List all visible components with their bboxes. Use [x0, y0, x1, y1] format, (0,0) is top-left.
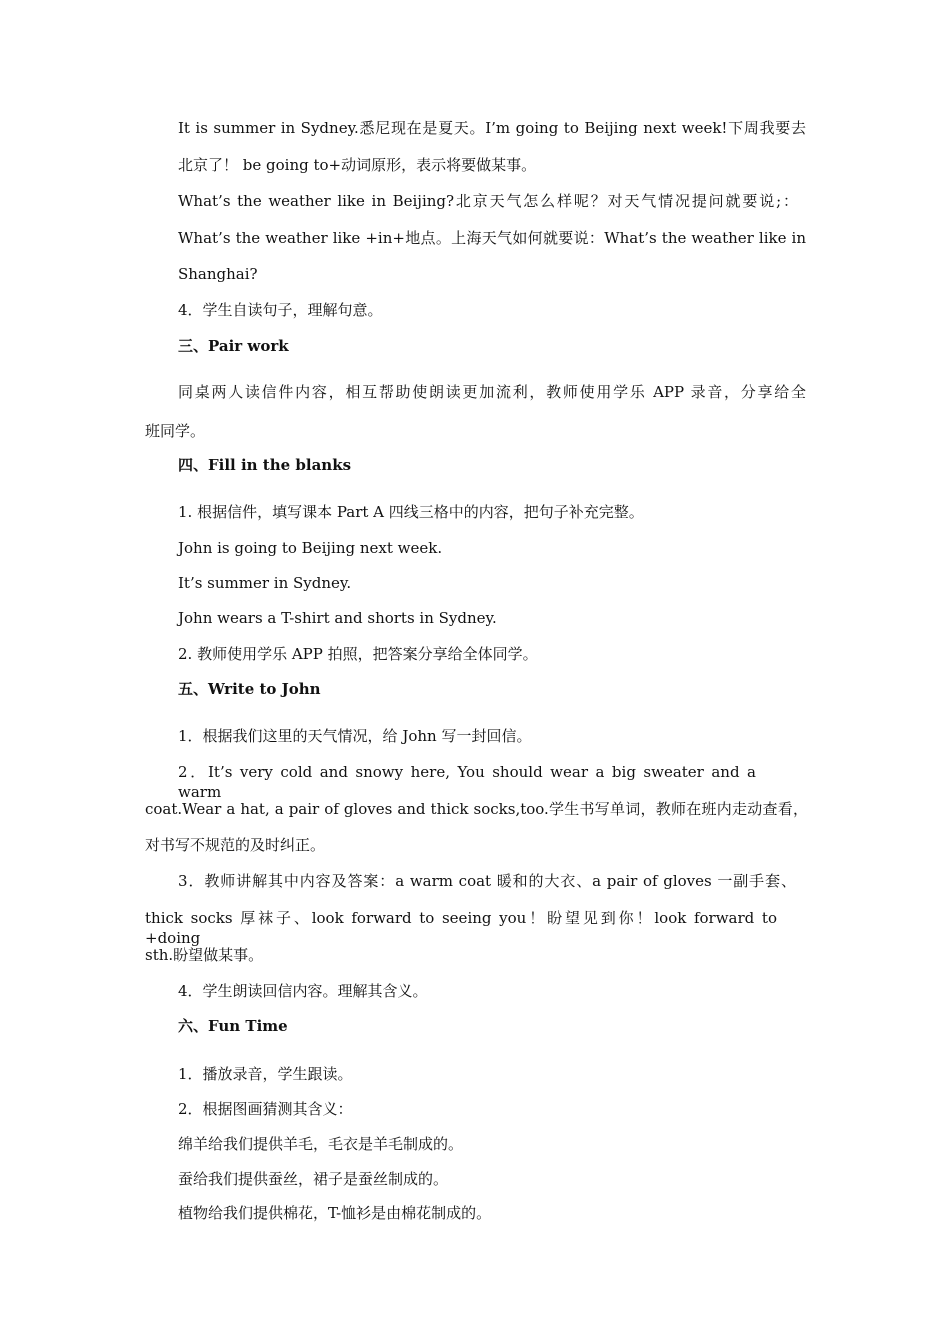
paragraph-line: 蚕给我们提供蚕丝，裙子是蚕丝制成的。	[178, 1170, 449, 1188]
list-item: 4．学生朗读回信内容。理解其含义。	[178, 982, 428, 1000]
paragraph-line: 绵羊给我们提供羊毛，毛衣是羊毛制成的。	[178, 1135, 464, 1153]
section-heading: 五、Write to John	[178, 680, 321, 698]
paragraph-line: What’s the weather like in Beijing?北京天气怎么样呢？对天气情况提问就要说;：	[178, 192, 798, 210]
paragraph-line: It’s summer in Sydney.	[178, 574, 352, 592]
list-item: 1. 根据信件，填写课本 Part A 四线三格中的内容，把句子补充完整。	[178, 503, 644, 521]
paragraph-line: thick socks 厚袜子、look forward to seeing you！盼望见到你！look forward to +doing	[145, 909, 777, 947]
paragraph-line: coat.Wear a hat, a pair of gloves and thick socks,too.学生书写单词，教师在班内走动查看，	[145, 800, 808, 818]
section-heading: 三、Pair work	[178, 337, 289, 355]
list-item: 1．播放录音，学生跟读。	[178, 1065, 353, 1083]
list-item: 3．教师讲解其中内容及答案：a warm coat 暖和的大衣、a pair of gloves 一副手套、	[178, 872, 796, 890]
list-item: 1．根据我们这里的天气情况，给 John 写一封回信。	[178, 727, 532, 745]
paragraph-line: sth.盼望做某事。	[145, 946, 264, 964]
paragraph-line: 同桌两人读信件内容，相互帮助使朗读更加流利，教师使用学乐 APP 录音，分享给全	[178, 383, 806, 401]
paragraph-line: What’s the weather like +in+地点。上海天气如何就要说：What’s the weather like in	[178, 229, 806, 247]
list-item: 2. 教师使用学乐 APP 拍照，把答案分享给全体同学。	[178, 645, 538, 663]
list-item: 2．It’s very cold and snowy here, You should wear a big sweater and a warm	[178, 763, 756, 801]
paragraph-line: John is going to Beijing next week.	[178, 539, 443, 557]
list-item: 2．根据图画猜测其含义：	[178, 1100, 353, 1118]
paragraph-line: Shanghai?	[178, 265, 258, 283]
section-heading: 六、Fun Time	[178, 1017, 288, 1035]
paragraph-line: It is summer in Sydney.悉尼现在是夏天。I’m going to Beijing next week!下周我要去	[178, 119, 806, 137]
paragraph-line: 对书写不规范的及时纠正。	[145, 836, 326, 854]
paragraph-line: 班同学。	[145, 422, 206, 440]
section-heading: 四、Fill in the blanks	[178, 456, 352, 474]
list-item: 4．学生自读句子，理解句意。	[178, 301, 383, 319]
paragraph-line: John wears a T-shirt and shorts in Sydney.	[178, 609, 497, 627]
paragraph-line: 植物给我们提供棉花，T-恤衫是由棉花制成的。	[178, 1204, 492, 1222]
paragraph-line: 北京了！ be going to+动词原形，表示将要做某事。	[178, 156, 537, 174]
